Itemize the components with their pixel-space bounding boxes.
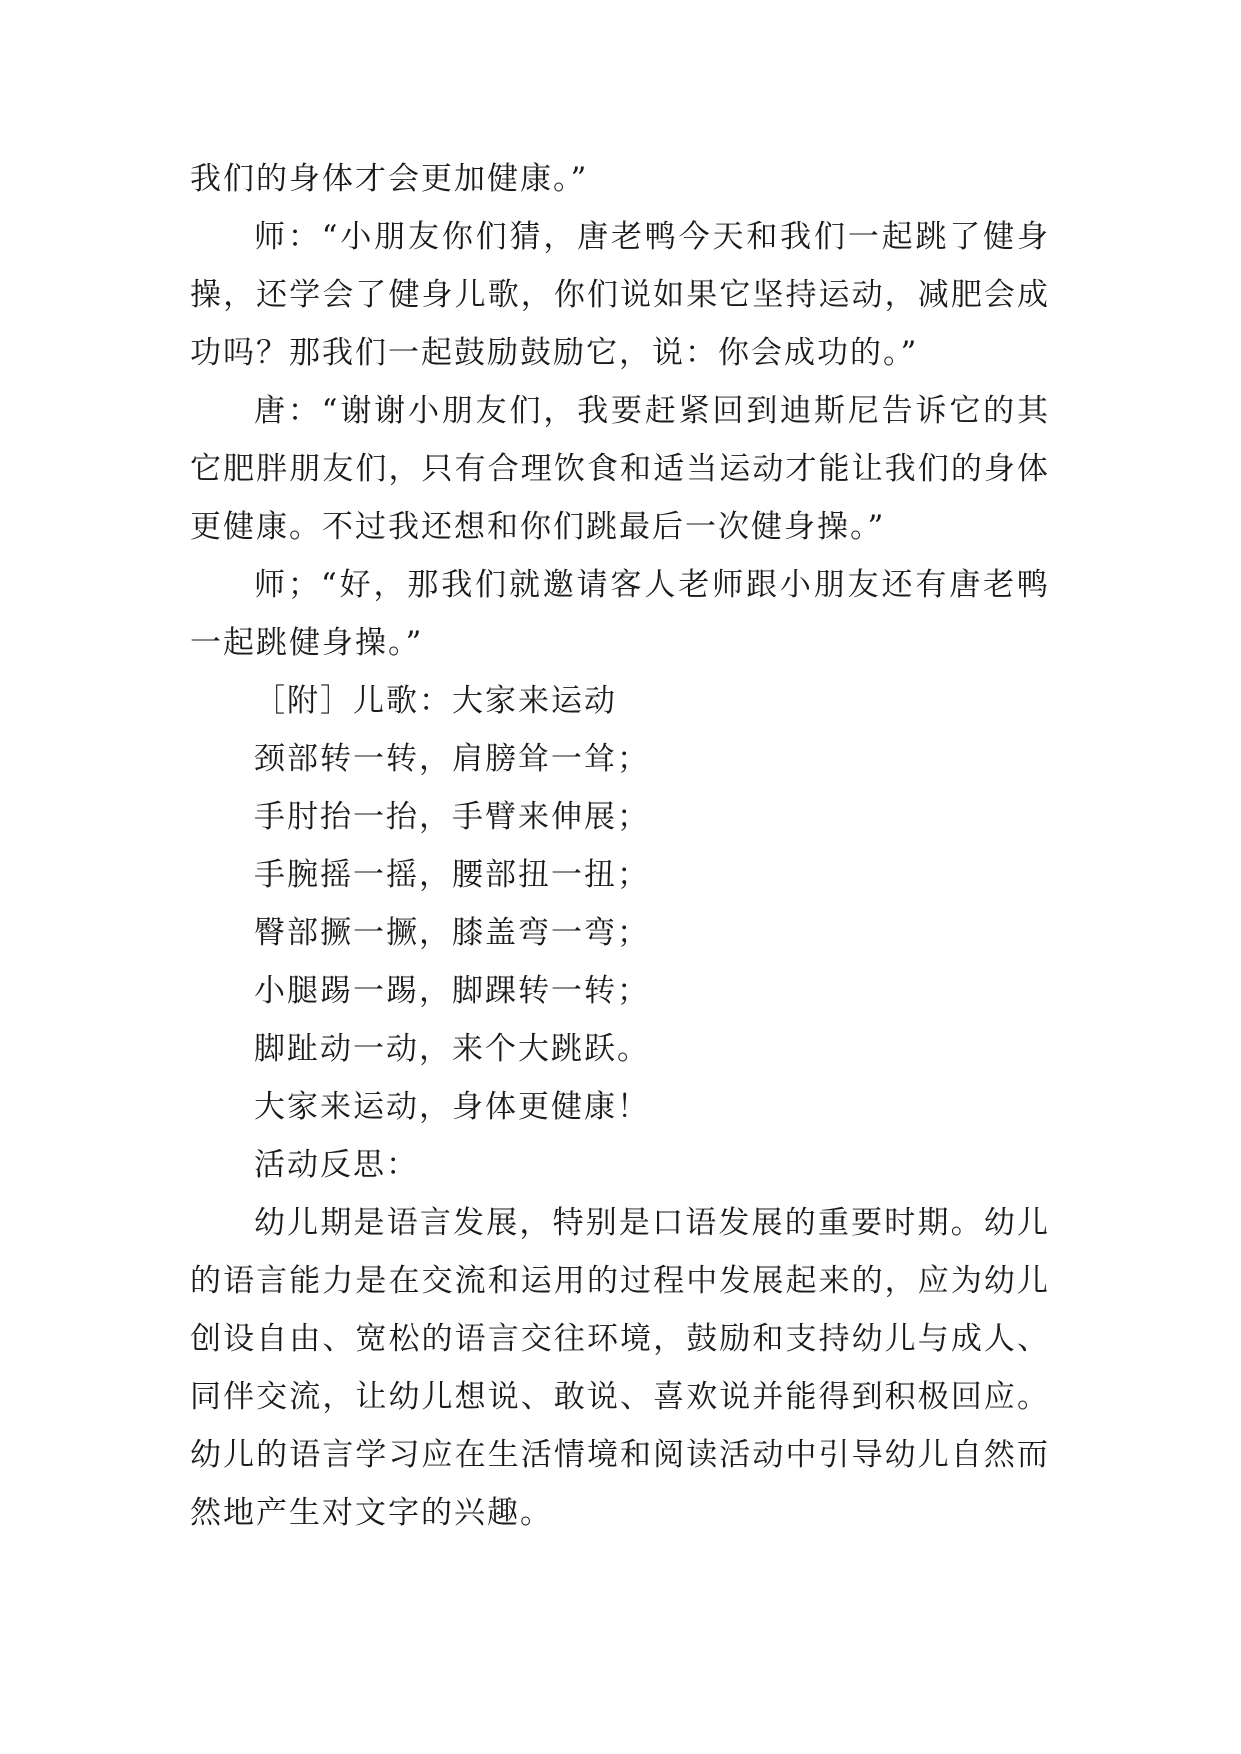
paragraph-continuation: 我们的身体才会更加健康。”: [190, 161, 589, 197]
paragraph-teacher-invite: 师；“好，那我们就邀请客人老师跟小朋友还有唐老鸭一起跳健身操。”: [190, 567, 1050, 661]
song-line: 小腿踢一踢，脚踝转一转；: [254, 973, 650, 1009]
paragraph-teacher-guess: 师：“小朋友你们猜，唐老鸭今天和我们一起跳了健身操，还学会了健身儿歌，你们说如果它坚持运动，减肥会成功吗？那我们一起鼓励鼓励它，说：你会成功的。”: [190, 219, 1050, 371]
song-title: ［附］儿歌：大家来运动: [254, 683, 617, 719]
reflection-heading: 活动反思：: [254, 1147, 419, 1183]
song-line: 手腕摇一摇，腰部扭一扭；: [254, 857, 650, 893]
reflection-body: 幼儿期是语言发展，特别是口语发展的重要时期。幼儿的语言能力是在交流和运用的过程中发展起来的，应为幼儿创设自由、宽松的语言交往环境，鼓励和支持幼儿与成人、同伴交流，让幼儿想说、敢说、喜欢说并能得到积极回应。幼儿的语言学习应在生活情境和阅读活动中引导幼儿自然而然地产生对文字的兴趣。: [190, 1205, 1050, 1531]
song-line: 大家来运动，身体更健康！: [254, 1089, 650, 1125]
song-line: 臀部撅一撅，膝盖弯一弯；: [254, 915, 650, 951]
document-body: [190, 150, 1050, 1542]
song-line: 脚趾动一动，来个大跳跃。: [254, 1031, 650, 1067]
song-line: 手肘抬一抬，手臂来伸展；: [254, 799, 650, 835]
paragraph-donald-thanks: 唐：“谢谢小朋友们，我要赶紧回到迪斯尼告诉它的其它肥胖朋友们，只有合理饮食和适当运动才能让我们的身体更健康。不过我还想和你们跳最后一次健身操。”: [190, 393, 1050, 545]
song-line: 颈部转一转，肩膀耸一耸；: [254, 741, 650, 777]
